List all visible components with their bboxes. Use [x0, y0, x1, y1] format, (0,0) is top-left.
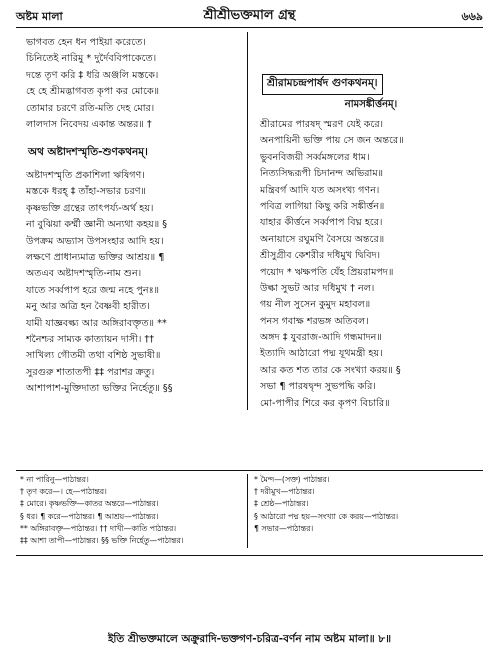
verse-line: শনৈশ্চর সাম্যক কাত্যায়ন দাসী। ††	[26, 333, 155, 345]
verse-line: মো-পাপীর শিরে কর কৃপণ বিচারি॥	[260, 397, 390, 409]
verse-line: দন্তে তৃণ করি ‡ ধরি অঞ্জলি মস্তকে।	[26, 69, 159, 81]
verse-line: যামী যাজ্ঞবল্ক্য আর অঙ্গিরাবক্তৃত॥ **	[26, 317, 167, 329]
verse-line: মনু আর অত্রি হন বৈষ্ণবী হারীত।	[26, 301, 150, 313]
footnote: * মৈন্দ—(সক্ত) পাঠান্তর।	[254, 475, 330, 484]
footnote-divider	[247, 474, 248, 548]
verse-line: শ্রীরামের পারষদ্ স্মরণ যেই করে।	[260, 119, 384, 130]
left-column-verses-top	[26, 35, 241, 133]
verse-line: সভা ¶ পারষদ্বৃন্দ সুভপদ্ধি করি।	[260, 381, 376, 393]
footnote: ‡‡ আশা তাপী—পাঠান্তর। §§ ভক্তি নির্হেতু—পাঠান্তর।	[20, 535, 184, 545]
verse-line: ভুবনবিজয়ী সর্ব্বমঙ্গলের ধাম।	[260, 151, 370, 163]
verse-line: না বুঝিয়া কর্ম্মী জ্ঞানী অন্যথা কহয়॥ §	[26, 219, 168, 231]
verse-line: পয়োদ * ঋক্ষপতি যেঁহ প্রিয়রামপদ॥	[260, 266, 394, 278]
verse-line: সুরগুরু শাতাতপী ‡‡ পরাশর ক্রতু।	[26, 366, 155, 378]
section-subtitle: নামসঙ্কীর্ত্তনম্।	[344, 99, 398, 110]
header-rule	[16, 27, 483, 28]
footnotes-right	[254, 474, 486, 535]
footnote: † দরীমুখ—পাঠান্তর।	[254, 487, 315, 497]
footnote: * না পারিনু—পাঠান্তর।	[20, 475, 89, 484]
colophon-rule	[16, 555, 483, 556]
left-column-verses-bottom	[26, 168, 241, 397]
verse-line: গয় নীল সুসেন কুমুদ মহাবল॥	[260, 299, 371, 311]
verse-line: ভাগবত হেন ধন পাইয়া করেতে।	[26, 37, 146, 48]
verse-line: নিত্যসিদ্ধরূপী চিদানন্দ অভিরাম॥	[260, 168, 384, 180]
page-number: ৬৬৯	[461, 10, 483, 23]
verse-line: ইত্যাদি আঠারো পদ্ম যূথমন্ত্রী হয়।	[260, 348, 383, 360]
verse-line: শ্রীসুগ্রীব কেশরীর দধিমুখ দ্বিবিদ।	[260, 250, 381, 262]
footnote: § ধর। ¶ করে—পাঠান্তর। ¶ আশ্রয়—পাঠান্তর।	[20, 511, 159, 521]
verse-line: অনায়াসে রঘুমণি বৈসয়ে অন্তরে॥	[260, 233, 385, 245]
footnote-rule	[16, 470, 483, 471]
verse-line: অঙ্গদ ‡ যুবরাজ-আদি গন্ধমাদন॥	[260, 332, 382, 344]
verse-line: অষ্টাদশস্মৃতি প্রকাশিলা ঋষিগণ।	[26, 170, 145, 181]
verse-line: লক্ষণে প্রাধান্যমাত্র ভক্তির আশ্রয়॥ ¶	[26, 251, 165, 263]
verse-line: তোমার চরণে রতি-মতি দেহ মোর।	[26, 102, 155, 114]
verse-line: মস্তকে ধরহ্ ‡ তাঁহা-সভার চরণ॥	[26, 186, 146, 198]
footnote: § আঠারো পদ্ম হয়—সংখ্যা কে করয়—পাঠান্তর।	[254, 511, 399, 521]
verse-line: উপক্রম অভ্যাস উপসংহার আদি হয়।	[26, 235, 164, 247]
verse-line: লালদাস নিবেদয় একান্ত অন্তর॥ †	[26, 118, 152, 130]
page-header	[16, 6, 483, 26]
footnote: ** অঙ্গিরাবক্তৃ—পাঠান্তর। †† দাখী—কাতি পাঠান্তর।	[20, 523, 177, 533]
footnote: † তৃণ করে—। হে—পাঠান্তর।	[20, 487, 107, 497]
verse-line: উল্কা সুভট আর দধিমুখ † নল।	[260, 282, 375, 294]
chapter-colophon: ইতি শ্রীভক্তমালে অক্রুরাদি-ভক্তগণ-চরিত্র-বর্ণন নাম অষ্টম মালা॥ ৮॥	[107, 633, 392, 645]
footnote: ¶ সভার—পাঠান্তর।	[254, 523, 314, 533]
right-column-verses	[260, 117, 488, 412]
column-divider	[247, 32, 248, 410]
verse-line: পনস গবাক্ষ শরভঙ্গ অতিবল।	[260, 315, 369, 327]
verse-line: আর কত শত তার কে সংখ্যা করয়॥ §	[260, 364, 401, 376]
verse-line: হে হে শ্রীমদ্ভাগবত কৃপা কর মোকে॥	[26, 86, 160, 98]
verse-line: চিনিতেই নারিমু * দুর্দৈববিপাকেতে।	[26, 53, 157, 65]
verse-line: অনপায়িনী ভক্তি পায় সে জন অন্তরে॥	[260, 135, 404, 147]
section-title-smriti: অথ অষ্টাদশস্মৃতি-শুণকথনম্।	[28, 146, 148, 158]
verse-line: অতএব অষ্টাদশস্মৃতি-নাম শুন।	[26, 268, 142, 280]
verse-line: যাতে সর্ব্বপাপ হরে জন্ম নহে পুনঃ॥	[26, 284, 160, 296]
footnote: ‡ শ্রেষ্ঠ—পাঠান্তর।	[254, 499, 309, 509]
footnotes-left	[20, 474, 244, 547]
book-title: শ্রীশ্রীভক্তমাল গ্রন্থ	[203, 8, 296, 23]
verse-line: সাখিল্য গৌতমী তথা বশিষ্ঠ সুভাষী॥	[26, 350, 161, 362]
verse-line: আশাপাশ-মুক্তিদাতা ভক্তির নির্হেতু॥ §§	[26, 383, 173, 395]
verse-line: যাহার কীর্ত্তনে সর্ব্বপাপ বিঘ্ন হরে।	[260, 217, 383, 229]
verse-line: পবিত্র লাগিয়া কিছু করি সঙ্কীর্ত্তন॥	[260, 200, 385, 212]
verse-line: কৃষ্ণভক্তি গ্রন্থের তাৎপর্য্য-অর্থ হয়।	[26, 202, 154, 214]
footnote: ‡ মোরে। কৃষ্ণভক্তি—কাতর অন্তরে—পাঠান্তর।	[20, 499, 159, 509]
chapter-label: অষ্টম মালা	[16, 10, 63, 23]
section-title-parshad: শ্রীরামচন্দ্রপার্ষদ গুণকথনম্।	[262, 74, 383, 95]
verse-line: মন্ত্রিবর্গ আদি যত অসংখ্য গণন।	[260, 184, 380, 196]
